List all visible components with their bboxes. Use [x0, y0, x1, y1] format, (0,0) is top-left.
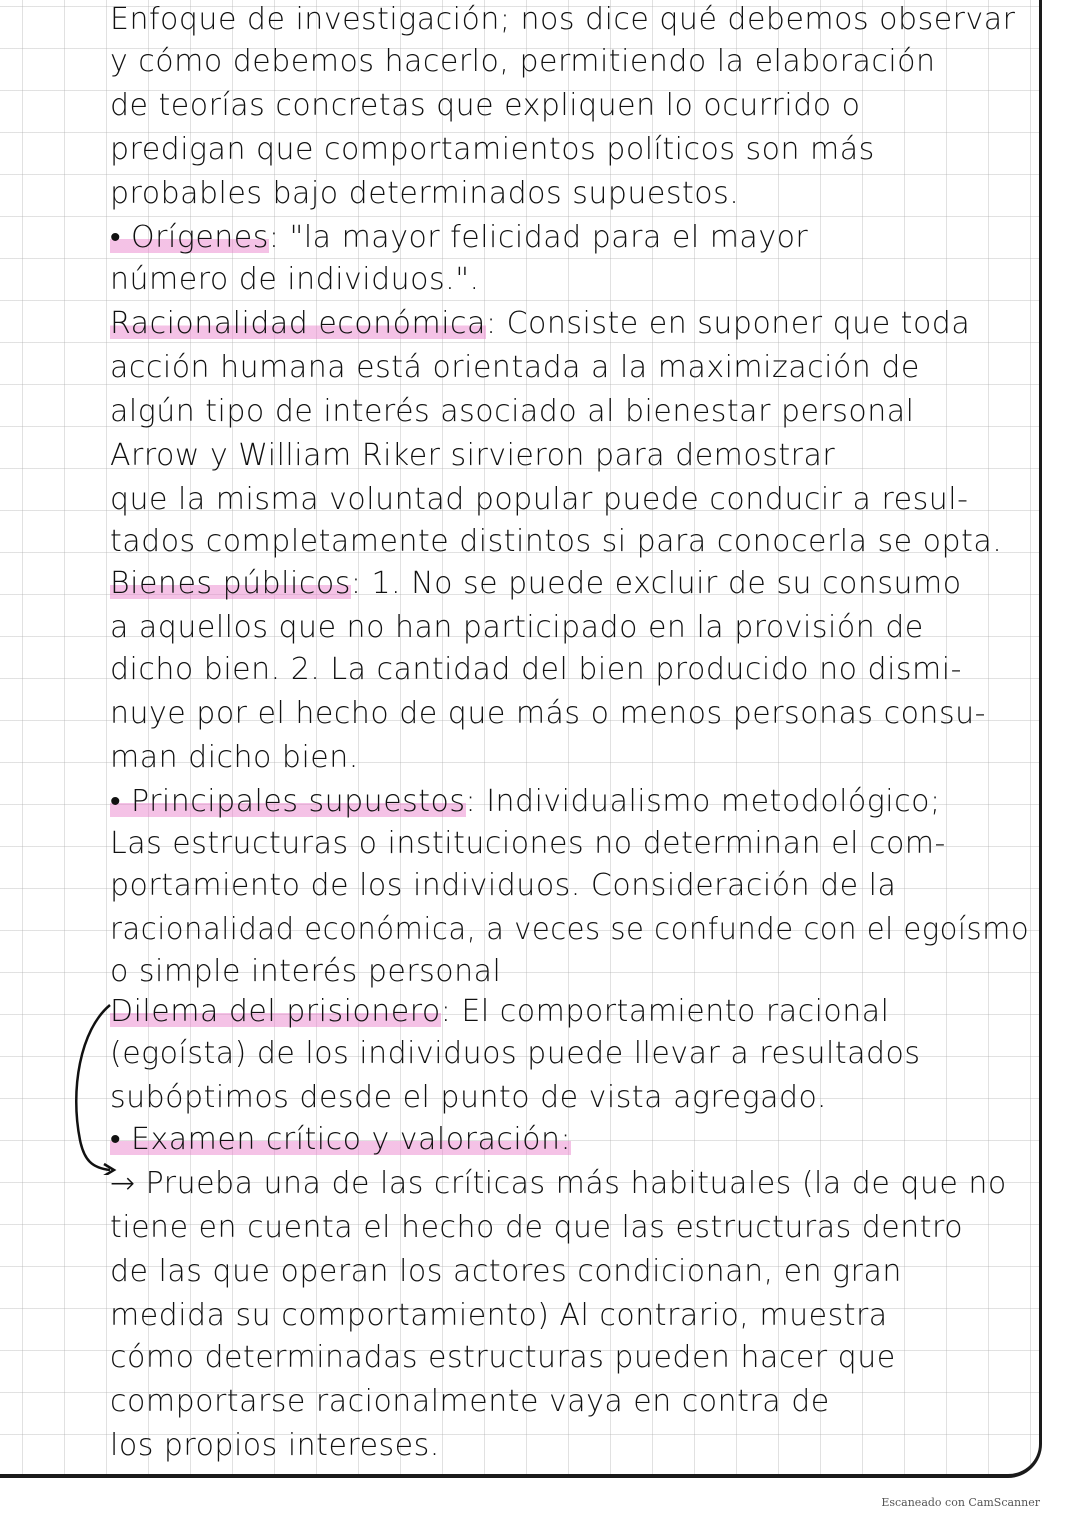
text-line: → Prueba una de las críticas más habituales (la de que no — [110, 1166, 1007, 1201]
text-line: los propios intereses. — [110, 1428, 440, 1463]
text-line: Dilema del prisionero: El comportamiento racional — [110, 994, 890, 1029]
text-line: tiene en cuenta el hecho de que las estructuras dentro — [110, 1210, 964, 1245]
highlighted-heading: Bienes públicos — [110, 566, 351, 601]
text-line: racionalidad económica, a veces se confunde con el egoísmo — [110, 912, 1030, 947]
highlighted-heading: • Orígenes — [110, 220, 269, 255]
text-line: subóptimos desde el punto de vista agregado. — [110, 1080, 827, 1115]
text-line: • Principales supuestos: Individualismo metodológico; — [110, 784, 941, 819]
text-line: o simple interés personal — [110, 954, 502, 989]
text-line: man dicho bien. — [110, 740, 359, 775]
text-line — [110, 1122, 571, 1157]
text-line: Las estructuras o instituciones no determinan el com- — [110, 826, 946, 861]
highlighted-heading: • Examen crítico y valoración: — [110, 1122, 572, 1157]
text-line: portamiento de los individuos. Consideración de la — [110, 868, 897, 903]
text-line: (egoísta) de los individuos puede llevar a resultados — [110, 1036, 921, 1071]
text-line: predigan que comportamientos políticos son más — [110, 132, 875, 167]
text-line: nuye por el hecho de que más o menos personas consu- — [110, 696, 986, 731]
text-line: y cómo debemos hacerlo, permitiendo la elaboración — [110, 44, 936, 79]
highlighted-heading: Racionalidad económica — [110, 306, 486, 341]
text-line: Racionalidad económica: Consiste en suponer que toda — [110, 306, 971, 341]
text-line: comportarse racionalmente vaya en contra de — [110, 1384, 830, 1419]
text-line: medida su comportamiento) Al contrario, muestra — [110, 1298, 888, 1333]
highlighted-heading: Dilema del prisionero — [110, 994, 441, 1029]
text-line: que la misma voluntad popular puede conducir a resul- — [110, 482, 969, 517]
text-line: acción humana está orientada a la maximización de — [110, 350, 920, 385]
text-line: Enfoque de investigación; nos dice qué debemos observar — [110, 2, 1016, 37]
text-line: dicho bien. 2. La cantidad del bien producido no dismi- — [110, 652, 962, 687]
text-line: a aquellos que no han participado en la provisión de — [110, 610, 924, 645]
text-line: tados completamente distintos si para conocerla se opta. — [110, 524, 1003, 559]
text-line: algún tipo de interés asociado al bienestar personal — [110, 394, 915, 429]
text-line: Bienes públicos: 1. No se puede excluir de su consumo — [110, 566, 962, 601]
text-line: • Orígenes: "la mayor felicidad para el mayor — [110, 220, 809, 255]
text-line: probables bajo determinados supuestos. — [110, 176, 740, 211]
text-line: de las que operan los actores condicionan, en gran — [110, 1254, 902, 1289]
text-line: número de individuos.". — [110, 262, 480, 297]
text-line: de teorías concretas que expliquen lo ocurrido o — [110, 88, 861, 123]
highlighted-heading: • Principales supuestos — [110, 784, 466, 819]
text-line: Arrow y William Riker sirvieron para demostrar — [110, 438, 836, 473]
camscanner-watermark: Escaneado con CamScanner — [881, 1496, 1040, 1509]
text-line: cómo determinadas estructuras pueden hacer que — [110, 1340, 896, 1375]
